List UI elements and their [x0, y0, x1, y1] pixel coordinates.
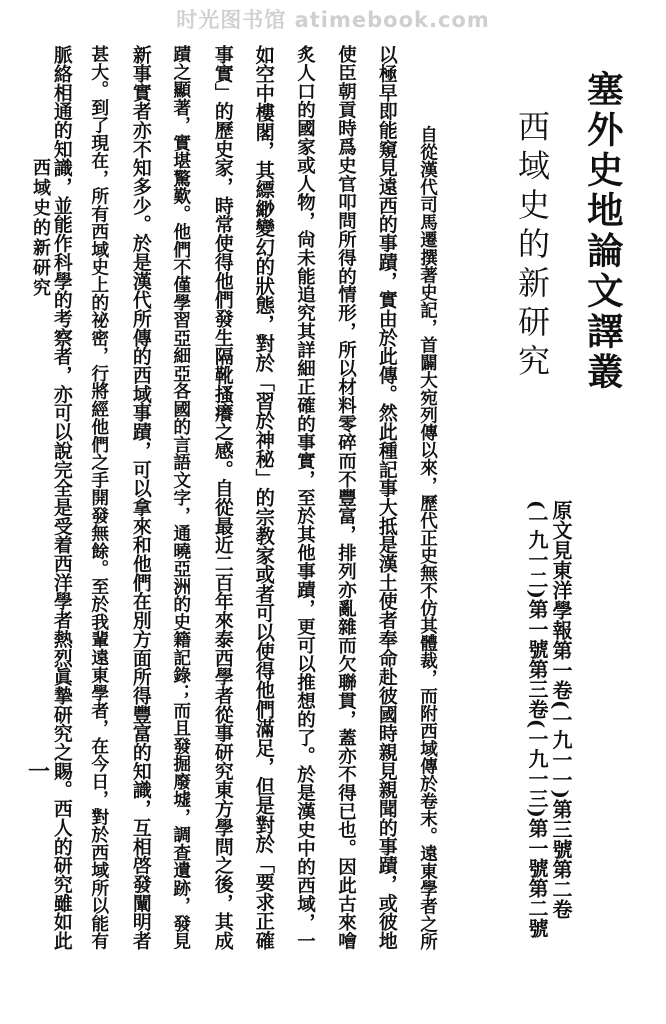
body-line-4: 炙人口的國家或人物，尙未能追究其詳細正確的事實，至於其他事蹟，更可以推想的了。於是漢史中的西域，一 — [294, 45, 316, 950]
body-line-9: 甚大。到了現在，所有西域史上的祕密，行將經他們之手開發無餘。至於我輩遠東學者，在今日，對於西域所以能有 — [88, 45, 110, 950]
body-line-7: 蹟之顯著，實堪驚歎。他們不僅學習亞細亞各國的言語文字，通曉亞洲的史籍記錄；而且發掘廢墟，調查遺跡，發見 — [170, 45, 192, 950]
body-line-5: 如空中樓閣，其縹緲變幻的狀態，對於「習於神秘」的宗教家或者可以使得他們滿足，但是對於「要求正確 — [252, 45, 276, 950]
article-title: 西域史的新研究 — [513, 110, 551, 383]
body-line-2: 以極早即能窺見遠西的事蹟，實由於此傳。然此種記事大抵是漢土使者奉命赴彼國時親見親聞的事蹟，或彼地 — [375, 45, 398, 950]
source-note-line-2: (一九一二)第一號第三卷(一九一三)第一號第二號 — [525, 500, 549, 938]
source-note-line-1: 原文見東洋學報第一卷(一九一一)第三號第二卷 — [549, 500, 573, 919]
body-line-10: 脈絡相通的知識，並能作科學的考察者，亦可以說完全是受着西洋學者熱烈眞摯研究之賜。西人的研究雖如此 — [50, 45, 73, 950]
watermark: 时光图书馆 atimebook.com — [176, 8, 490, 32]
page-number: 一 — [28, 759, 51, 785]
series-title: 塞外史地論文譯叢 — [581, 70, 625, 393]
body-line-6: 事實」的歷史家，時常使得他們發生隔靴搔癢之感。自從最近二百年來泰西學者從事研究東方學問之後，其成 — [211, 45, 234, 950]
body-line-8: 新事實者亦不知多少。於是漢代所傳的西域事蹟，可以拿來和他們在別方面所得豐富的知識，互相啓發闡明者 — [129, 45, 152, 950]
body-line-1: 自從漢代司馬遷撰著史記，首闢大宛列傳以來，歷代正史無不仿其體裁，而附西域傳於卷末。遠東學者之所 — [417, 108, 438, 950]
running-title: 西域史的新研究 — [30, 158, 51, 298]
body-line-3: 使臣朝貢時爲史官叩問所得的情形，所以材料零碎而不豐富，排列亦亂雜而欠聯貫，蓋亦不得已也。因此古來噲 — [335, 45, 357, 950]
